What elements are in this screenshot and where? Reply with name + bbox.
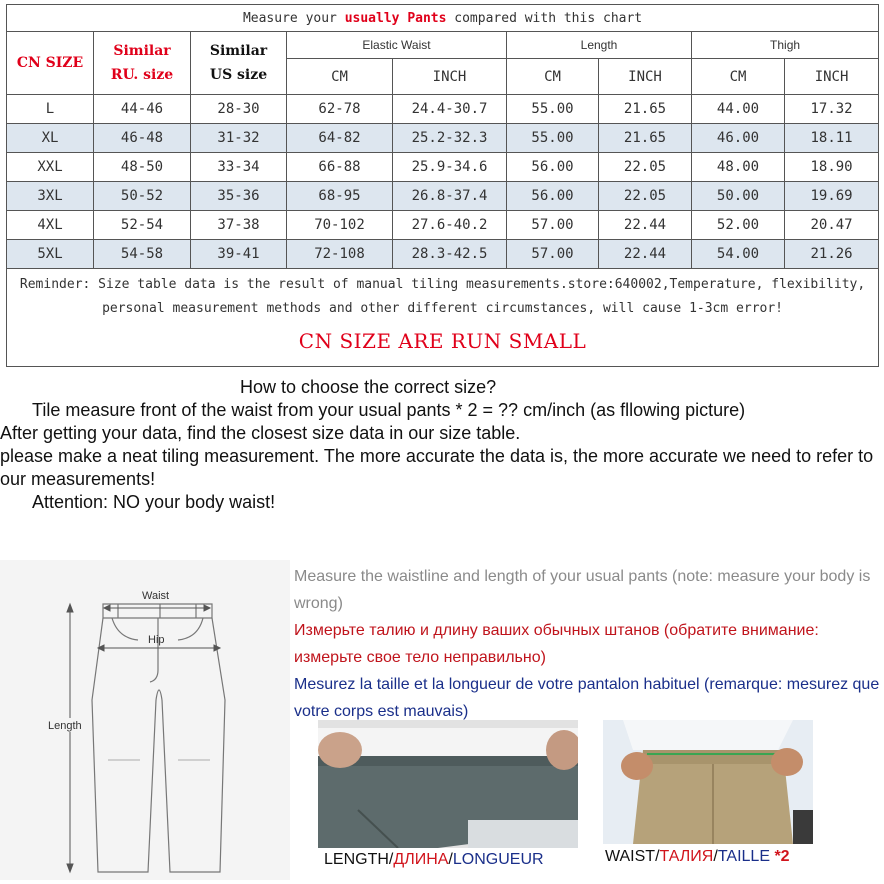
cell-len-in: 21.65: [599, 124, 692, 153]
cell-waist-cm: 68-95: [287, 182, 393, 211]
cell-waist-cm: 72-108: [287, 240, 393, 269]
header-us-size: Similar US size: [191, 32, 287, 95]
instruction-line: Tile measure front of the waist from your usual pants * 2 = ?? cm/inch (as fllowing picture): [32, 400, 746, 420]
cell-len-cm: 56.00: [507, 182, 599, 211]
cell-len-cm: 57.00: [507, 211, 599, 240]
cell-thigh-in: 20.47: [785, 211, 879, 240]
cell-thigh-cm: 54.00: [692, 240, 785, 269]
cell-waist-in: 28.3-42.5: [393, 240, 507, 269]
header-ru-size: Similar RU. size: [94, 32, 191, 95]
cell-size: XL: [7, 124, 94, 153]
cell-len-cm: 55.00: [507, 95, 599, 124]
length-measurement-photo: [318, 720, 578, 848]
size-instructions: [0, 376, 884, 514]
instruction-line: After getting your data, find the closest size data in our size table.: [0, 423, 521, 443]
unit-cm: CM: [507, 59, 599, 95]
cell-size: XXL: [7, 153, 94, 182]
cell-us: 28-30: [191, 95, 287, 124]
cell-us: 39-41: [191, 240, 287, 269]
table-row: [7, 95, 879, 124]
pants-outline-icon: [0, 560, 290, 880]
cell-len-in: 22.05: [599, 153, 692, 182]
header-thigh: Thigh: [692, 32, 879, 59]
cell-us: 31-32: [191, 124, 287, 153]
cell-thigh-in: 19.69: [785, 182, 879, 211]
measurement-notes: [294, 563, 882, 725]
waist-photo-icon: [603, 720, 813, 844]
cell-thigh-in: 21.26: [785, 240, 879, 269]
cell-ru: 50-52: [94, 182, 191, 211]
cell-len-in: 22.05: [599, 182, 692, 211]
note-english: Measure the waistline and length of your usual pants (note: measure your body is wrong): [294, 568, 871, 612]
header-cn-size: CN SIZE: [7, 32, 94, 95]
cell-size: 4XL: [7, 211, 94, 240]
cell-us: 37-38: [191, 211, 287, 240]
table-row: [7, 182, 879, 211]
table-row: [7, 240, 879, 269]
instruction-line: please make a neat tiling measurement. The more accurate the data is, the more accurate we need to refer to our measurements!: [0, 446, 874, 489]
waist-measurement-photo: [603, 720, 813, 844]
cell-waist-in: 25.9-34.6: [393, 153, 507, 182]
cell-us: 33-34: [191, 153, 287, 182]
cell-ru: 48-50: [94, 153, 191, 182]
table-row: [7, 124, 879, 153]
table-title: Measure your usually Pants compared with this chart: [7, 5, 879, 32]
run-small-warning: CN SIZE ARE RUN SMALL: [298, 329, 587, 353]
cell-size: 3XL: [7, 182, 94, 211]
cell-waist-cm: 62-78: [287, 95, 393, 124]
unit-inch: INCH: [393, 59, 507, 95]
cell-len-in: 21.65: [599, 95, 692, 124]
cell-waist-in: 26.8-37.4: [393, 182, 507, 211]
unit-cm: CM: [692, 59, 785, 95]
cell-thigh-cm: 48.00: [692, 153, 785, 182]
cell-size: L: [7, 95, 94, 124]
cell-len-in: 22.44: [599, 240, 692, 269]
cell-us: 35-36: [191, 182, 287, 211]
instruction-heading: How to choose the correct size?: [240, 377, 497, 397]
pants-measurement-diagram: [0, 560, 290, 880]
cell-len-cm: 56.00: [507, 153, 599, 182]
unit-inch: INCH: [599, 59, 692, 95]
cell-waist-in: 25.2-32.3: [393, 124, 507, 153]
cell-ru: 52-54: [94, 211, 191, 240]
length-label: Length: [48, 720, 82, 732]
unit-inch: INCH: [785, 59, 879, 95]
table-row: [7, 211, 879, 240]
cell-thigh-cm: 46.00: [692, 124, 785, 153]
cell-len-cm: 55.00: [507, 124, 599, 153]
cell-thigh-cm: 50.00: [692, 182, 785, 211]
length-caption: LENGTH/ДЛИНА/LONGUEUR: [324, 851, 544, 868]
size-chart-table: [6, 4, 879, 367]
waist-caption: WAIST/ТАЛИЯ/TAILLE *2: [605, 848, 790, 865]
header-length: Length: [507, 32, 692, 59]
table-row: [7, 153, 879, 182]
cell-waist-cm: 64-82: [287, 124, 393, 153]
cell-waist-in: 27.6-40.2: [393, 211, 507, 240]
note-russian: Измерьте талию и длину ваших обычных штанов (обратите внимание: измерьте свое тело неправильно): [294, 622, 819, 666]
header-elastic-waist: Elastic Waist: [287, 32, 507, 59]
cell-ru: 54-58: [94, 240, 191, 269]
cell-ru: 44-46: [94, 95, 191, 124]
cell-thigh-in: 17.32: [785, 95, 879, 124]
cell-thigh-in: 18.90: [785, 153, 879, 182]
cell-waist-in: 24.4-30.7: [393, 95, 507, 124]
cell-size: 5XL: [7, 240, 94, 269]
unit-cm: CM: [287, 59, 393, 95]
waist-label: Waist: [142, 590, 170, 602]
hip-label: Hip: [148, 634, 165, 646]
instruction-attention: Attention: NO your body waist!: [32, 492, 276, 512]
cell-ru: 46-48: [94, 124, 191, 153]
reminder-note: Reminder: Size table data is the result of manual tiling measurements.store:640002,Temperature, flexibility, personal measurement methods and other different circumstances, will cause 1-3cm error! CN SIZE ARE RUN SMALL: [7, 269, 879, 367]
cell-thigh-in: 18.11: [785, 124, 879, 153]
cell-waist-cm: 70-102: [287, 211, 393, 240]
cell-thigh-cm: 44.00: [692, 95, 785, 124]
cell-len-in: 22.44: [599, 211, 692, 240]
note-french: Mesurez la taille et la longueur de votre pantalon habituel (remarque: mesurez que votre corps est mauvais): [294, 676, 880, 720]
cell-len-cm: 57.00: [507, 240, 599, 269]
title-highlight: usually Pants: [344, 10, 447, 26]
length-photo-icon: [318, 720, 578, 848]
cell-thigh-cm: 52.00: [692, 211, 785, 240]
cell-waist-cm: 66-88: [287, 153, 393, 182]
